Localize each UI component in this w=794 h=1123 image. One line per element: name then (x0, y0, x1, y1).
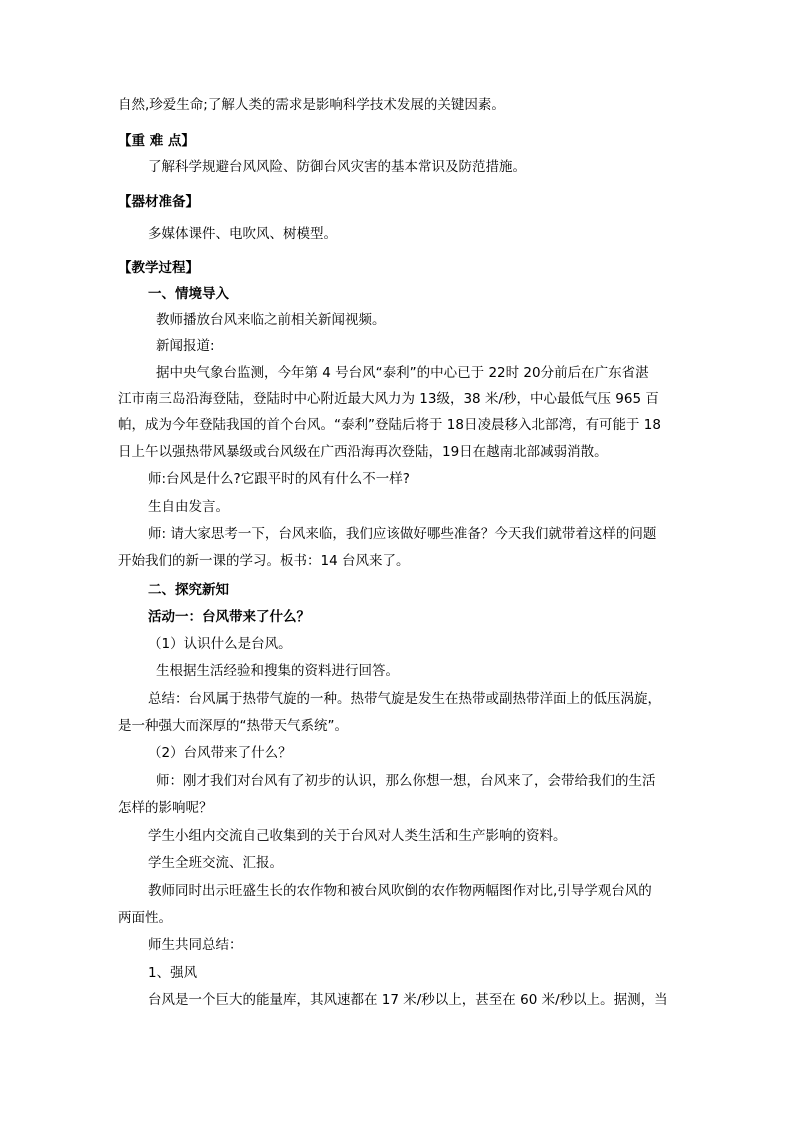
key-points-text: 了解科学规避台风风险、防御台风灾害的基本常识及防范措施。 (148, 159, 526, 175)
paragraph-line: 师：刚才我们对台风有了初步的认识，那么你想一想，台风来了，会带给我们的生活 (156, 773, 656, 789)
news-line: 江市南三岛沿海登陆，登陆时中心附近最大风力为 13级，38 米/秒，中心最低气压 965 百 (118, 391, 659, 407)
paragraph-line: 新闻报道: (156, 338, 215, 354)
paragraph-line: 台风是一个巨大的能量库，其风速都在 17 米/秒以上，甚至在 60 米/秒以上。据测，当 (148, 992, 668, 1008)
paragraph-line: 学生小组内交流自己收集到的关于台风对人类生活和生产影响的资料。 (148, 828, 567, 844)
intro-continuation: 自然,珍爱生命;了解人类的需求是影响科学技术发展的关键因素。 (118, 97, 505, 113)
paragraph-line: 教师同时出示旺盛生长的农作物和被台风吹倒的农作物两幅图作对比,引导学观台风的 (148, 883, 652, 899)
paragraph-line: 是一种强大而深厚的“热带天气系统”。 (118, 718, 348, 734)
news-line: 帕，成为今年登陆我国的首个台风。“泰利”登陆后将于 18日凌晨移入北部湾，有可能于 18 (118, 417, 661, 433)
section-heading-key-points: 【重 难 点】 (118, 133, 195, 149)
subheading-explore: 二、探究新知 (148, 582, 229, 598)
materials-text: 多媒体课件、电吹风、树模型。 (148, 226, 337, 242)
paragraph-line: 师:台风是什么?它跟平时的风有什么不一样? (148, 471, 410, 487)
section-heading-process: 【教学过程】 (118, 260, 199, 276)
paragraph-line: 1、强风 (148, 965, 198, 981)
paragraph-line: 教师播放台风来临之前相关新闻视频。 (156, 312, 386, 328)
paragraph-line: 怎样的影响呢？ (118, 800, 213, 816)
paragraph-line: 生自由发言。 (148, 499, 229, 515)
paragraph-line: （2）台风带来了什么？ (148, 745, 292, 761)
paragraph-line: 开始我们的新一课的学习。板书：14 台风来了。 (118, 553, 410, 569)
news-line: 日上午以强热带风暴级或台风级在广西沿海再次登陆，19日在越南北部减弱消散。 (118, 444, 608, 460)
paragraph-line: 师: 请大家思考一下，台风来临，我们应该做好哪些准备？今天我们就带着这样的问题 (148, 526, 657, 542)
subheading-situation-intro: 一、情境导入 (148, 286, 229, 302)
paragraph-line: 两面性。 (118, 910, 172, 926)
paragraph-line: 生根据生活经验和搜集的资料进行回答。 (156, 663, 399, 679)
activity-heading: 活动一：台风带来了什么？ (148, 609, 310, 625)
paragraph-line: 总结：台风属于热带气旋的一种。热带气旋是发生在热带或副热带洋面上的低压涡旋， (148, 691, 661, 707)
section-heading-materials: 【器材准备】 (118, 194, 199, 210)
paragraph-line: 师生共同总结： (148, 937, 243, 953)
paragraph-line: 学生全班交流、汇报。 (148, 855, 283, 871)
paragraph-line: （1）认识什么是台风。 (148, 636, 292, 652)
news-line: 据中央气象台监测，今年第 4 号台风“泰利”的中心已于 22时 20分前后在广东省湛 (156, 365, 649, 381)
